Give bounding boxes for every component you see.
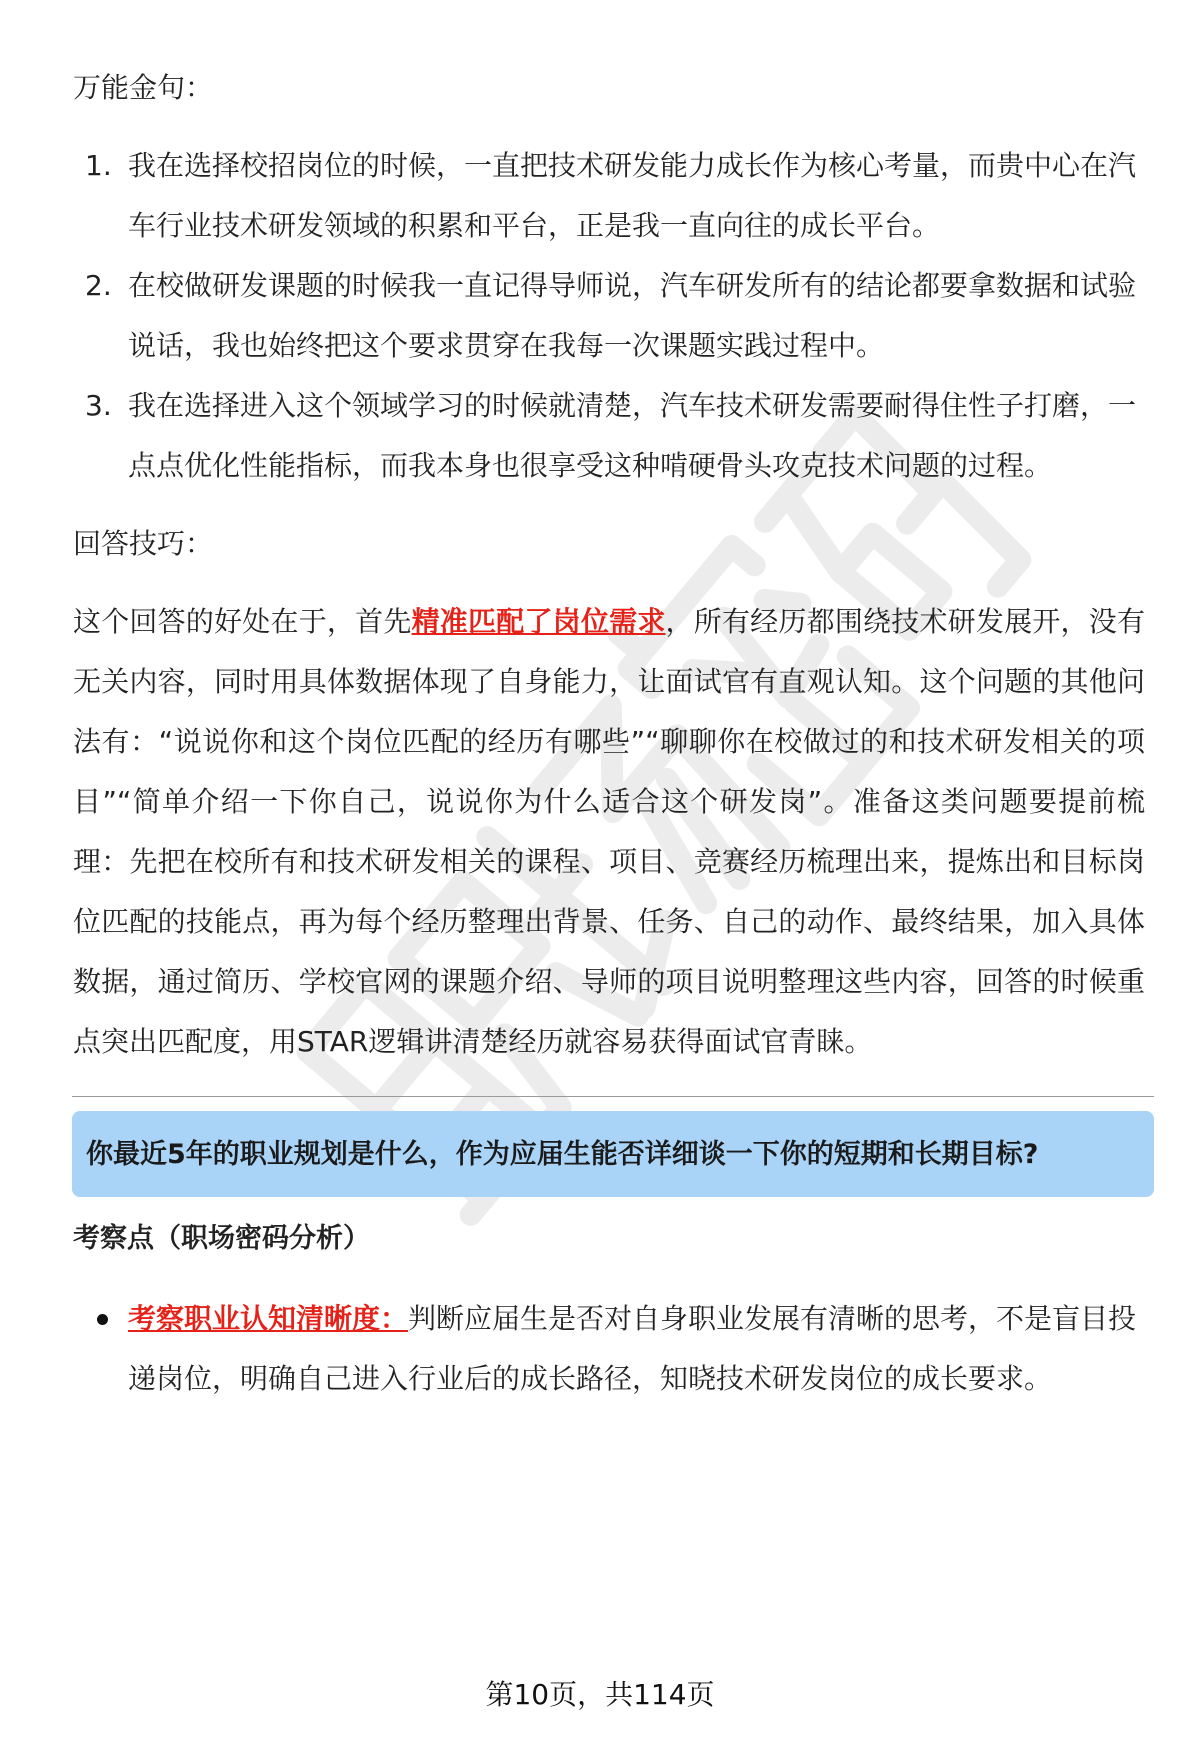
answer-tips-highlight: 精准匹配了岗位需求 (411, 605, 666, 638)
analysis-list (73, 1289, 1145, 1409)
gold-sentences-list (73, 136, 1145, 496)
list-item-text: 在校做研发课题的时候我一直记得导师说，汽车研发所有的结论都要拿数据和试验说话，我也始终把这个要求贯穿在我每一次课题实践过程中。 (128, 269, 1137, 362)
gold-sentences-label: 万能金句： (73, 71, 214, 104)
list-item-number: 3. (85, 389, 112, 422)
bullet-icon (97, 1314, 108, 1325)
list-item-number: 2. (85, 269, 112, 302)
list-item-text: 我在选择校招岗位的时候，一直把技术研发能力成长作为核心考量，而贵中心在汽车行业技术研发领域的积累和平台，正是我一直向往的成长平台。 (128, 149, 1137, 242)
question-text: 你最近5年的职业规划是什么，作为应届生能否详细谈一下你的短期和长期目标? (86, 1139, 1039, 1170)
question-box (72, 1111, 1154, 1197)
list-item-text: 我在选择进入这个领域学习的时候就清楚，汽车技术研发需要耐得住性子打磨，一点点优化性能指标，而我本身也很享受这种啃硬骨头攻克技术问题的过程。 (128, 389, 1137, 482)
list-item (73, 1289, 1145, 1409)
list-item (73, 376, 1145, 496)
answer-tips-paragraph (73, 592, 1145, 1072)
analysis-item-highlight: 考察职业认知清晰度： (128, 1302, 409, 1335)
analysis-item-text: 判断应届生是否对自身职业发展有清晰的思考，不是盲目投递岗位，明确自己进入行业后的成长路径，知晓技术研发岗位的成长要求。 (128, 1302, 1137, 1395)
answer-tips-text-before: 这个回答的好处在于，首先 (73, 605, 412, 638)
section-divider (72, 1096, 1154, 1097)
page-content (73, 58, 1145, 1409)
answer-tips-text-after: ，所有经历都围绕技术研发展开，没有无关内容，同时用具体数据体现了自身能力，让面试官有直观认知。这个问题的其他问法有：“说说你和这个岗位匹配的经历有哪些”“聊聊你在校做过的和技术研发相关的项目”“简单介绍一下你自己，说说你为什么适合这个研发岗”。准备这类问题要提前梳理：先把在校所有和技术研发相关的课程、项目、竞赛经历梳理出来，提炼出和目标岗位匹配的技能点，再为每个经历整理出背景、任务、自己的动作、最终结果，加入具体数据，通过简历、学校官网的课题介绍、导师的项目说明整理这些内容，回答的时候重点突出匹配度，用STAR逻辑讲清楚经历就容易获得面试官青睐。 (73, 605, 1145, 1058)
list-item (73, 136, 1145, 256)
list-item (73, 256, 1145, 376)
list-item-number: 1. (85, 149, 112, 182)
analysis-heading: 考察点（职场密码分析） (73, 1223, 370, 1254)
page-number: 第10页，共114页 (485, 1678, 715, 1711)
answer-tips-label: 回答技巧： (73, 527, 214, 560)
